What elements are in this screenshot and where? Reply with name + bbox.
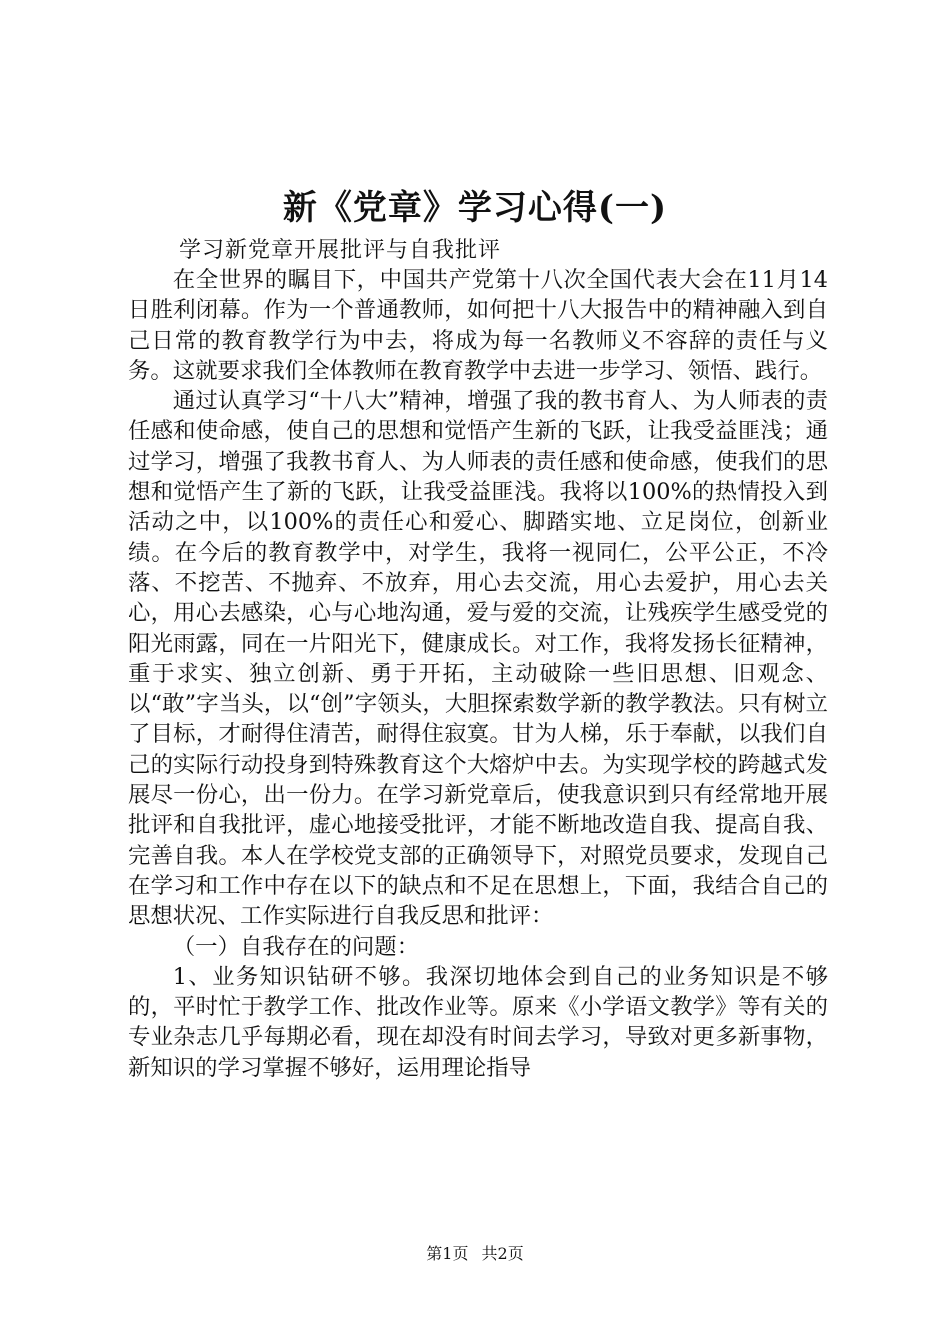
section-heading-problems: （一）自我存在的问题：: [172, 933, 420, 960]
page-number: 第1页: [426, 1244, 469, 1263]
document-subheading: 学习新党章开展批评与自我批评: [179, 238, 502, 263]
paragraph-problem-1: 1、业务知识钻研不够。我深切地体会到自己的业务知识是不够的，平时忙于教学工作、批改作业等。原来《小学语文教学》等有关的专业杂志几乎每期必看，现在却没有时间去学习，导致对更多新事物，新知识的学习掌握不够好，运用理论指导: [128, 963, 828, 1081]
page-total: 共2页: [481, 1244, 524, 1263]
paragraph-reflection: 通过认真学习“十八大”精神，增强了我的教书育人、为人师表的责任感和使命感，使自己的思想和觉悟产生新的飞跃，让我受益匪浅；通过学习，增强了我教书育人、为人师表的责任感和使命感，使我们的思想和觉悟产生了新的飞跃，让我受益匪浅。我将以100%的热情投入到活动之中，以100%的责任心和爱心、脚踏实地、立足岗位，创新业绩。在今后的教育教学中，对学生，我将一视同仁，公平公正，不冷落、不挖苦、不抛弃、不放弃，用心去交流，用心去爱护，用心去关心，用心去感染，心与心地沟通，爱与爱的交流，让残疾学生感受党的阳光雨露，同在一片阳光下，健康成长。对工作，我将发扬长征精神，重于求实、独立创新、勇于开拓，主动破除一些旧思想、旧观念、以“敢”字当头，以“创”字领头，大胆探索数学新的教学教法。只有树立了目标，才耐得住清苦，耐得住寂寞。甘为人梯，乐于奉献，以我们自己的实际行动投身到特殊教育这个大熔炉中去。为实现学校的跨越式发展尽一份心，出一份力。在学习新党章后，使我意识到只有经常地开展批评和自我批评，虚心地接受批评，才能不断地改造自我、提高自我、完善自我。本人在学校党支部的正确领导下，对照党员要求，发现自己在学习和工作中存在以下的缺点和不足在思想上，下面，我结合自己的思想状况、工作实际进行自我反思和批评：: [128, 388, 828, 930]
paragraph-intro: 在全世界的瞩目下，中国共产党第十八次全国代表大会在11月14日胜利闭幕。作为一个普通教师，如何把十八大报告中的精神融入到自己日常的教育教学行为中去，将成为每一名教师义不容辞的责任与义务。这就要求我们全体教师在教育教学中去进一步学习、领悟、践行。: [128, 267, 828, 384]
document-title: 新《党章》学习心得(一): [282, 188, 668, 228]
document-body: [128, 265, 828, 1083]
page-footer: [0, 1243, 950, 1265]
